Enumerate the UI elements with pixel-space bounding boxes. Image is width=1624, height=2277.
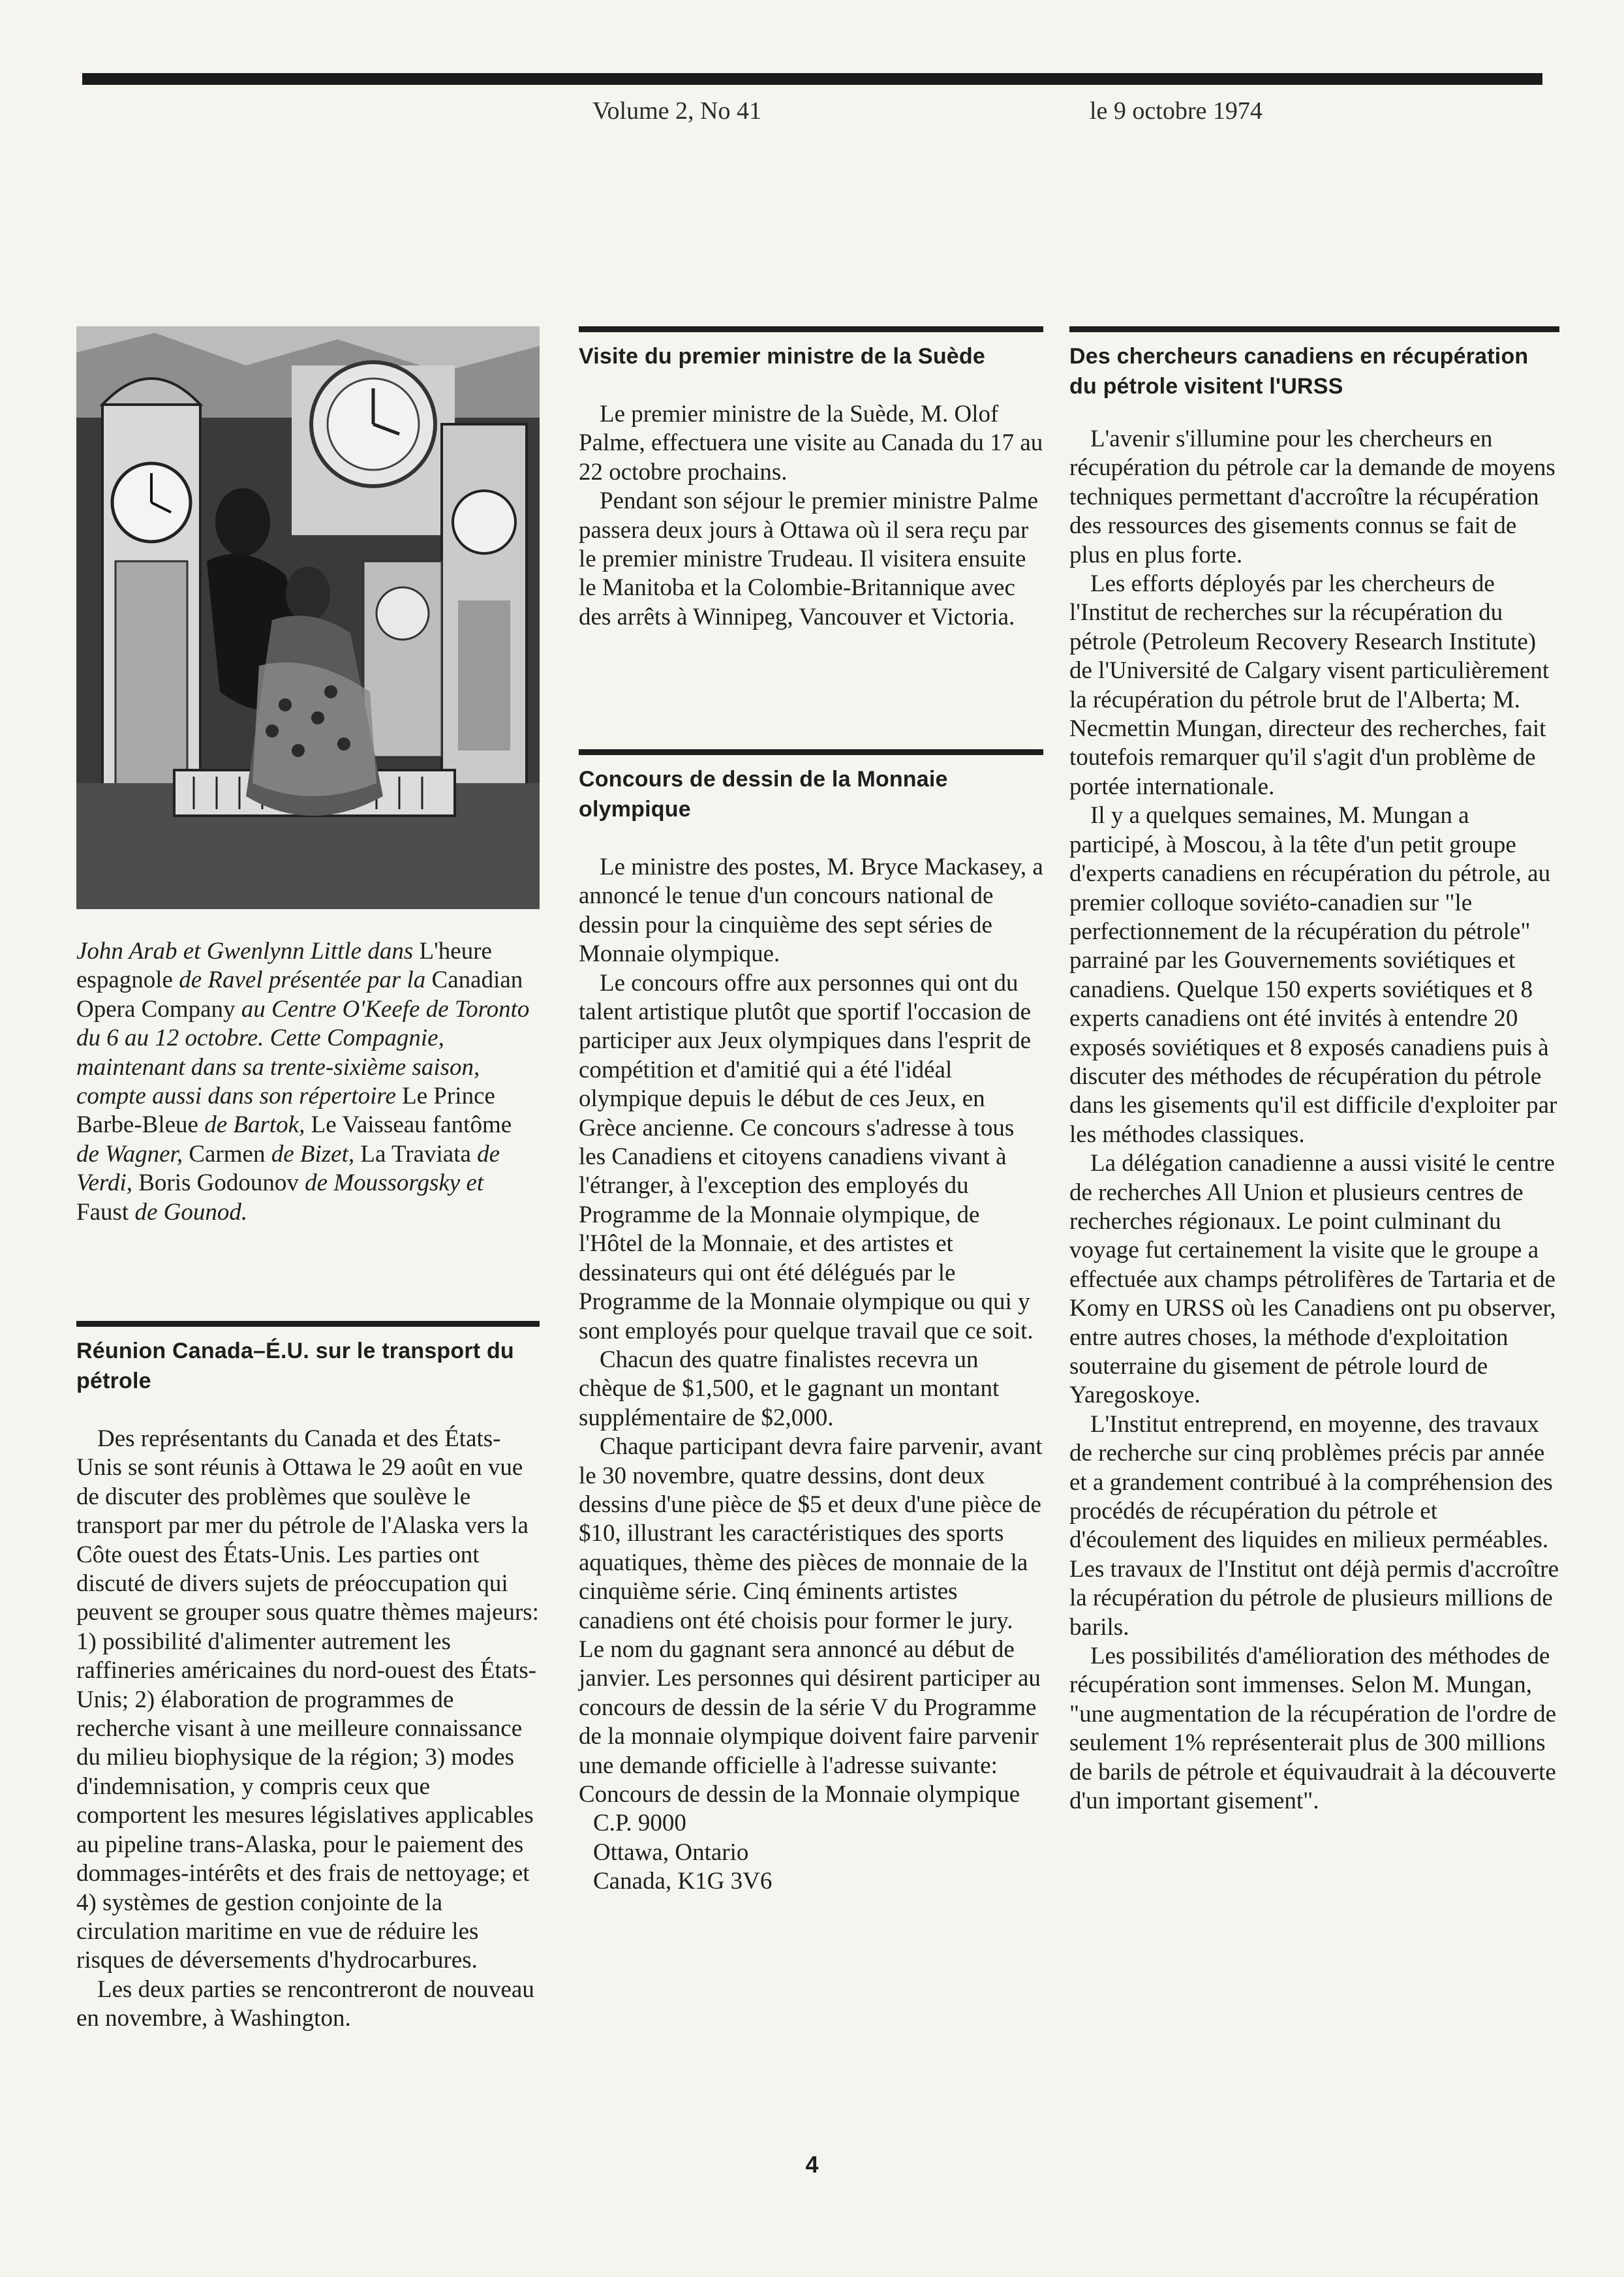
article-rule [579, 326, 1043, 332]
opera-stage-photo [76, 326, 540, 909]
address-line: Canada, K1G 3V6 [593, 1868, 773, 1895]
caption-run: Le Prince Barbe-Bleue [76, 1083, 495, 1139]
caption-run: Faust [76, 1198, 135, 1226]
caption-run: John Arab et Gwenlynn Little dans [76, 938, 420, 965]
caption-run: de Verdi, [76, 1140, 500, 1197]
article-title: Des chercheurs canadiens en récupération du pétrole visitent l'URSS [1069, 344, 1529, 399]
caption-run: Carmen [189, 1140, 271, 1168]
caption-run: Boris Godounov [138, 1169, 305, 1197]
article-paragraph: L'avenir s'illumine pour les chercheurs en récupération du pétrole car la demande de moyens techniques permettant d'accroître la récupération des ressources des gisements connus se fait de plus en plus forte. [1069, 426, 1555, 568]
article-paragraph: Pendant son séjour le premier ministre Palme passera deux jours à Ottawa où il sera reçu par le premier ministre Trudeau. Il visitera ensuite le Manitoba et la Colombie-Britannique avec des arrêts à Winnipeg, Vancouver et Victoria. [579, 488, 1039, 630]
article-monnaie [579, 749, 1043, 1897]
article-paragraph: Des représentants du Canada et des États-Unis se sont réunis à Ottawa le 29 août en vue de discuter des problèmes que soulève le transport par mer du pétrole de l'Alaska vers la Côte ouest des États-Unis. Les parties ont discuté de divers sujets de préoccupation qui peuvent se grouper sous quatre thèmes majeurs: 1) possibilité d'alimenter autrement les raffineries américaines du nord-ouest des États-Unis; 2) élaboration de programmes de recherche visant à une meilleure connaissance du milieu biophysique de la région; 3) modes d'indemnisation, y compris ceux que comportent les mesures législatives applicables au pipeline trans-Alaska, pour le paiement des dommages-intérêts et des frais de nettoyage; et 4) systèmes de gestion conjointe de la circulation maritime en vue de réduire les risques de déversements d'hydrocarbures. [76, 1425, 539, 1974]
article-title: Réunion Canada–É.U. sur le transport du pétrole [76, 1339, 514, 1393]
article-paragraph: Les possibilités d'amélioration des méthodes de récupération sont immenses. Selon M. Mungan, "une augmentation de la récupération de l'ordre de seulement 1% représenterait plus de 300 millions de barils de pétrole et équivaudrait à la découverte d'un important gisement". [1069, 1643, 1557, 1815]
caption-run: de Bizet, [271, 1140, 361, 1168]
address-line: Ottawa, Ontario [593, 1838, 749, 1866]
article-suede [579, 326, 1043, 632]
address-line: Concours de dessin de la Monnaie olympique [579, 1781, 1020, 1808]
article-paragraph: Chacun des quatre finalistes recevra un chèque de $1,500, et le gagnant un montant supplémentaire de $2,000. [579, 1346, 1000, 1431]
article-title: Concours de dessin de la Monnaie olympique [579, 767, 948, 822]
page-number: 4 [805, 2151, 819, 2178]
article-rule [76, 1321, 540, 1327]
caption-run: de Moussorgsky et [305, 1169, 484, 1197]
article-paragraph: L'Institut entreprend, en moyenne, des travaux de recherche sur cinq problèmes précis par année et a grandement contribué à la compréhension des procédés de récupération du pétrole et d'écoulement des liquides en milieux perméables. Les travaux de l'Institut ont déjà permis d'accroître la récupération du pétrole de plusieurs millions de barils. [1069, 1410, 1559, 1641]
article-urss [1069, 326, 1559, 1816]
article-rule [1069, 326, 1559, 332]
issue-date: le 9 octobre 1974 [1090, 97, 1263, 125]
article-paragraph: Il y a quelques semaines, M. Mungan a participé, à Moscou, à la tête d'un petit groupe d'experts canadiens en récupération du pétrole, au premier colloque soviéto-canadien sur "le perfectionnement de la récupération du pétrole" parrainé par les Gouvernements soviétiques et canadiens. Quelque 150 experts soviétiques et 8 experts canadiens ont été invités à entendre 20 exposés soviétiques et 8 exposés canadiens puis à discuter des méthodes de récupération du pétrole dans les gisements qu'il est difficile d'exploiter par les méthodes classiques. [1069, 802, 1557, 1148]
top-rule [82, 73, 1542, 85]
article-paragraph: Les efforts déployés par les chercheurs de l'Institut de recherches sur la récupération du pétrole (Petroleum Recovery Research Institute) de l'Université de Calgary visent particulièrement la récupération du pétrole brut de l'Alberta; M. Necmettin Mungan, directeur des recherches, fait toutefois remarquer qu'il s'agit d'un problème de portée internationale. [1069, 570, 1550, 800]
caption-run: La Traviata [360, 1140, 478, 1168]
article-body [579, 400, 1043, 632]
article-reunion [76, 1321, 540, 2034]
article-body [1069, 425, 1559, 1816]
article-paragraph: La délégation canadienne a aussi visité le centre de recherches All Union et plusieurs centres de recherches régionaux. Le point culminant du voyage fut certainement la visite que le groupe a effectuée aux champs pétrolifères de Tartaria et de Komy en URSS où les Canadiens ont pu observer, entre autres choses, la méthode d'exploitation souterraine du gisement de pétrole lourd de Yaregoskoye. [1069, 1150, 1556, 1409]
article-paragraph: Le ministre des postes, M. Bryce Mackasey, a annoncé le tenue d'un concours national de dessin pour la cinquième des sept séries de Monnaie olympique. [579, 854, 1043, 968]
article-paragraph: Chaque participant devra faire parvenir, avant le 30 novembre, quatre dessins, dont deux dessins d'une pièce de $5 et deux d'une pièce de $10, illustrant les caractéristiques des sports aquatiques, thème des pièces de monnaie de la cinquième série. Cinq éminents artistes canadiens ont été choisis pour former le jury. Le nom du gagnant sera annoncé au début de janvier. Les personnes qui désirent participer au concours de dessin de la série V du Programme de la monnaie olympique doivent faire parvenir une demande officielle à l'adresse suivante: [579, 1433, 1043, 1779]
caption-run: L'heure espagnole [76, 938, 492, 994]
article-paragraph: Le premier ministre de la Suède, M. Olof Palme, effectuera une visite au Canada du 17 au 22 octobre prochains. [579, 401, 1043, 486]
caption-run: de Bartok, [204, 1111, 311, 1139]
caption-run: au Centre O'Keefe de Toronto du 6 au 12 octobre. Cette Compagnie, maintenant dans sa trente-sixième saison, compte aussi dans son répertoire [76, 995, 530, 1110]
photo-caption [76, 937, 540, 1227]
volume-number: Volume 2, No 41 [592, 97, 761, 125]
article-paragraph: Les deux parties se rencontreront de nouveau en novembre, à Washington. [76, 1975, 534, 2032]
article-body [76, 1425, 540, 2034]
caption-run: de Wagner, [76, 1140, 189, 1168]
article-body [579, 853, 1043, 1897]
article-rule [579, 749, 1043, 755]
address-line: C.P. 9000 [593, 1810, 686, 1837]
caption-run: Canadian Opera Company [76, 967, 523, 1023]
article-paragraph: Le concours offre aux personnes qui ont du talent artistique plutôt que sportif l'occasion de participer aux Jeux olympiques dans l'esprit de compétition et d'amitié qui a été l'idéal olympique depuis le début de ces Jeux, en Grèce ancienne. Ce concours s'adresse à tous les Canadiens et citoyens canadiens vivant à l'étranger, à l'exception des employés du Programme de la Monnaie olympique, de l'Hôtel de la Monnaie, et des artistes et dessinateurs qui ont été délégués par le Programme de la Monnaie olympique ou qui y sont employés pour quelque travail que ce soit. [579, 969, 1034, 1344]
article-title: Visite du premier ministre de la Suède [579, 344, 985, 369]
caption-run: de Gounod. [134, 1198, 248, 1226]
caption-run: de Ravel présentée par la [179, 967, 432, 994]
caption-run: Le Vaisseau fantôme [311, 1111, 512, 1139]
